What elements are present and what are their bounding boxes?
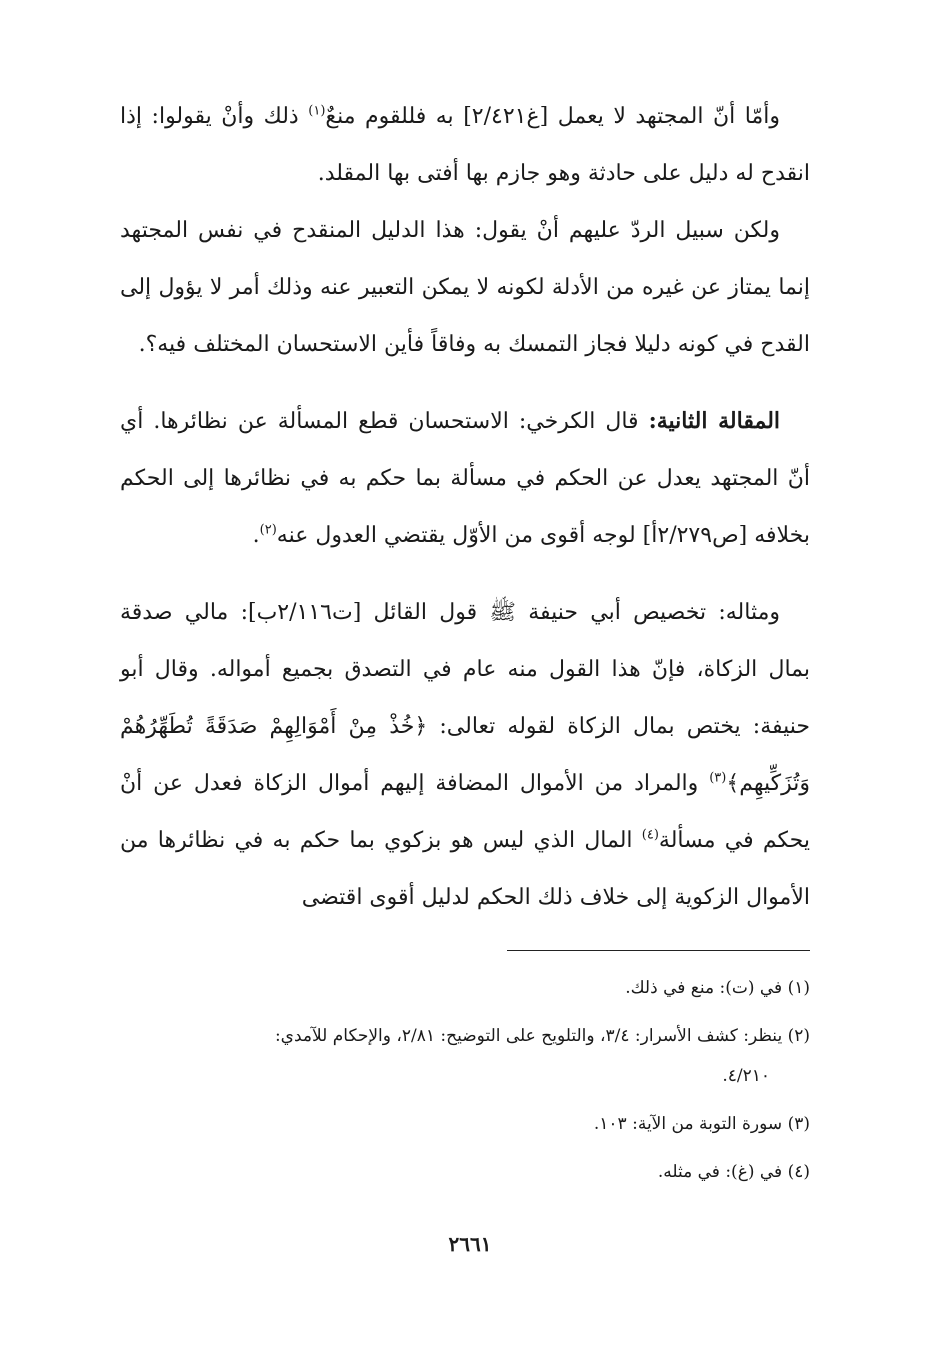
footnote-text: ينظر: كشف الأسرار: ٣/٤، والتلويح على التوضيح: ٢/٨١، والإحكام للآمدي:	[274, 1026, 783, 1046]
paragraph-4-text-a: ومثاله: تخصيص أبي حنيفة ﷺ قول القائل [ت٢/١١٦ب]: مالي صدقة بمال الزكاة، فإنّ هذا القول منه عام في التصدق بجميع أمواله. وقال أبو حنيفة: يختص بمال الزكاة لقوله تعالى: ﴿خُذْ مِنْ أَمْوَالِهِمْ صَدَقَةً تُطَهِّرُهُمْ وَتُزَكِّيهِم﴾	[120, 600, 810, 796]
footnote-2	[120, 1016, 810, 1096]
main-text	[120, 88, 810, 926]
page-number: ٢٦٦١	[448, 1232, 492, 1256]
paragraph-4-text-c: المال الذي ليس هو بزكوي بما حكم به في نظائرها من الأموال الزكوية إلى خلاف ذلك الحكم لدليل أقوى اقتضى	[120, 828, 810, 910]
footnote-number: (٢)	[787, 1026, 810, 1046]
paragraph-3-text-a: قال الكرخي: الاستحسان قطع المسألة عن نظائرها. أي أنّ المجتهد يعدل عن الحكم في مسألة بما حكم به في نظائرها إلى الحكم بخلافه [ص٢/٢٧٩أ] لوجه أقوى من الأوّل يقتضي العدول عنه	[120, 409, 810, 548]
paragraph-1	[120, 88, 810, 202]
paragraph-3-text-b: .	[252, 523, 260, 548]
footnote-number: (٤)	[787, 1162, 810, 1182]
footnotes	[120, 968, 810, 1200]
footnote-4	[120, 1152, 810, 1192]
paragraph-2-text: ولكن سبيل الردّ عليهم أنْ يقول: هذا الدليل المنقدح في نفس المجتهد إنما يمتاز عن غيره من الأدلة لكونه لا يمكن التعبير عنه وذلك أمر لا يؤول إلى القدح في كونه دليلا فجاز التمسك به وفاقاً فأين الاستحسان المختلف فيه؟.	[120, 218, 810, 357]
paragraph-3	[120, 393, 810, 564]
footnote-1	[120, 968, 810, 1008]
paragraph-2	[120, 202, 810, 373]
footnote-number: (٣)	[787, 1114, 810, 1134]
paragraph-1-text-a: وأمّا أنّ المجتهد لا يعمل [غ٢/٤٢١] به فللقوم منعٌ	[325, 104, 780, 129]
footnote-text: سورة التوبة من الآية: ١٠٣.	[593, 1114, 783, 1134]
footnote-text-continued: ٤/٢١٠.	[722, 1066, 770, 1086]
footnote-text: في (غ): في مثله.	[657, 1162, 783, 1182]
footnote-ref-4: (٤)	[641, 827, 659, 843]
section-heading: المقالة الثانية:	[648, 408, 781, 434]
footnote-text: في (ت): منع في ذلك.	[625, 978, 783, 998]
footnote-ref-2: (٢)	[259, 522, 277, 538]
footnote-separator	[507, 950, 810, 951]
footnote-ref-3: (٣)	[709, 770, 727, 786]
footnote-number: (١)	[787, 978, 810, 998]
paragraph-1-text-b: ذلك وأنْ يقولوا: إذا انقدح له دليل على حادثة وهو جازم بها أفتى بها المقلد.	[120, 104, 810, 186]
paragraph-4-text-b: والمراد من الأموال المضافة إليهم أموال الزكاة فعدل عن أنْ يحكم في مسألة	[120, 771, 810, 853]
footnote-ref-1: (١)	[308, 103, 326, 119]
paragraph-4	[120, 584, 810, 926]
footnote-3	[120, 1104, 810, 1144]
